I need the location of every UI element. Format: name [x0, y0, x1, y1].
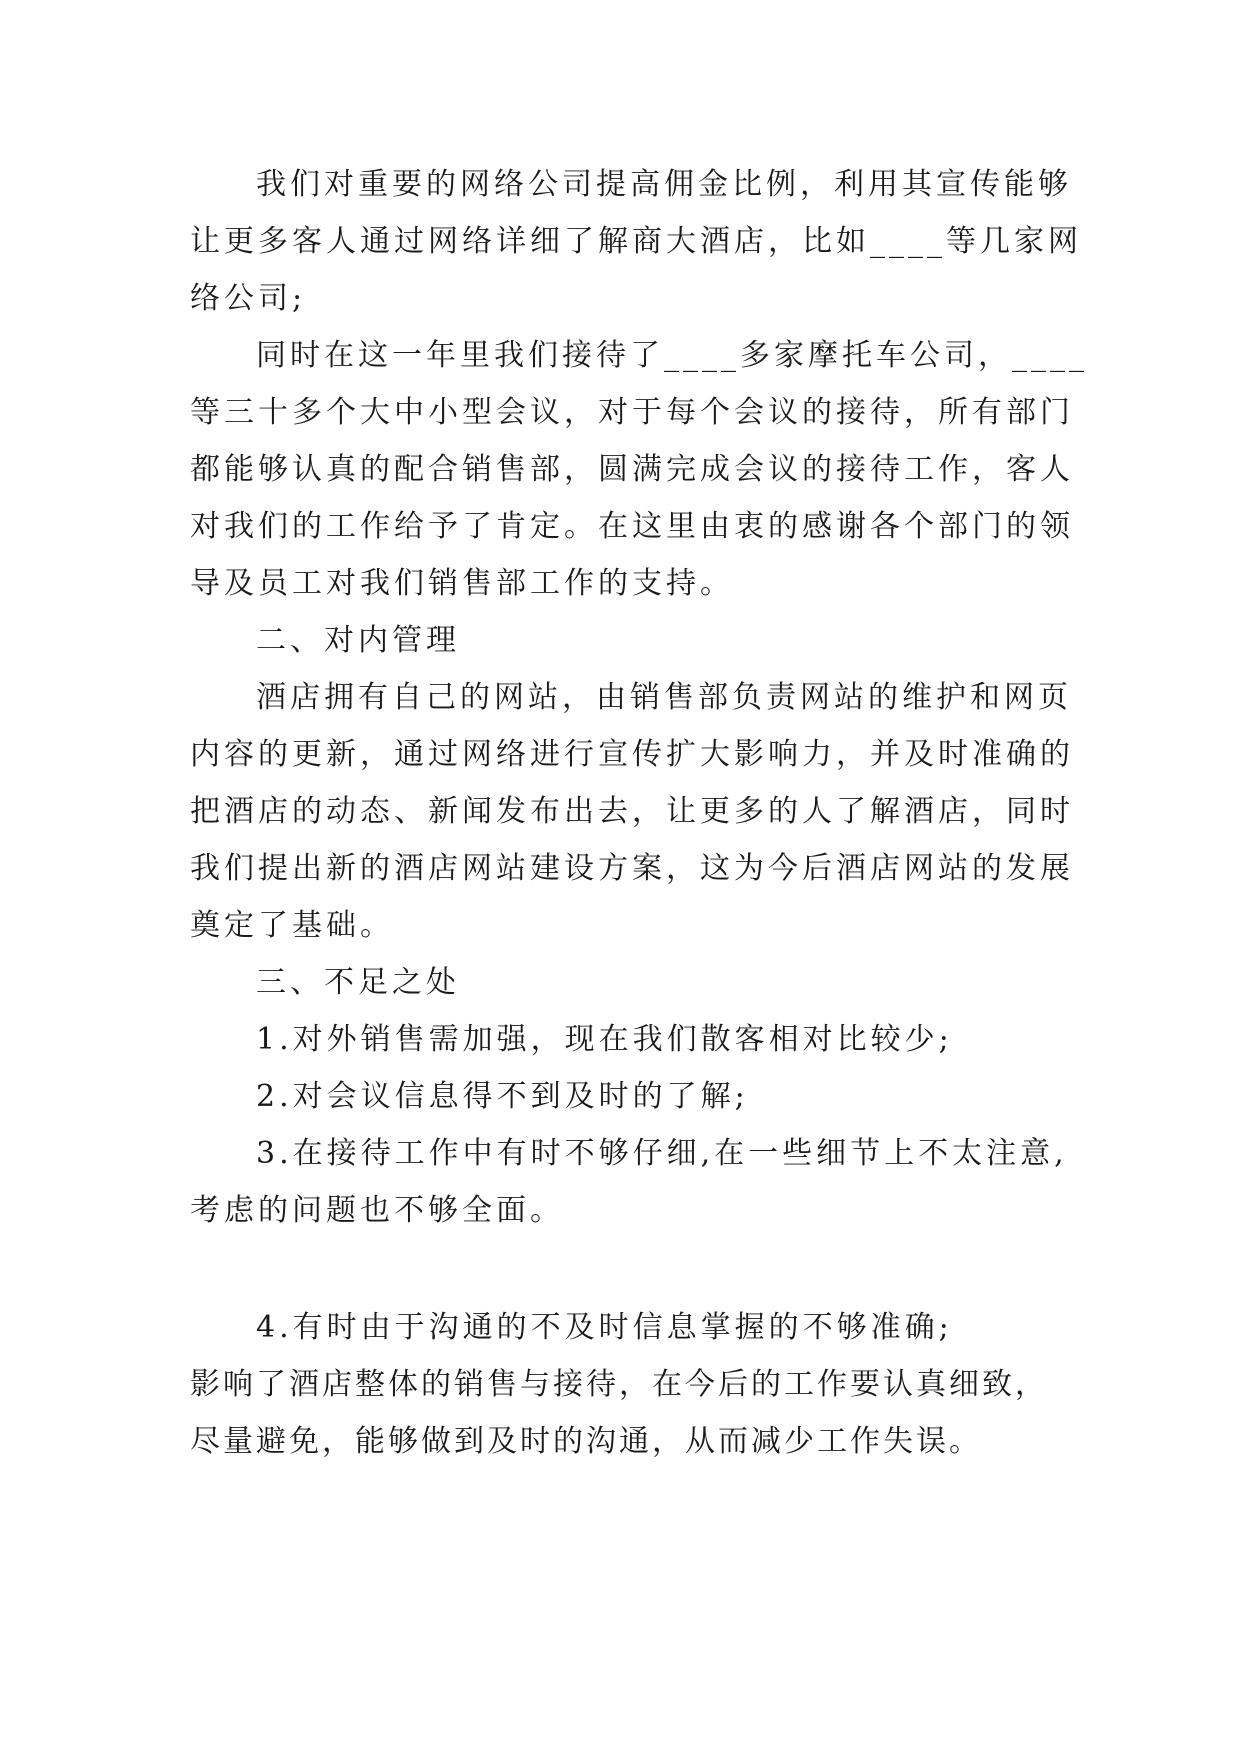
section-heading: 二、对内管理	[256, 623, 460, 658]
paragraph-line: 让更多客人通过网络详细了解商大酒店，比如____等几家网	[190, 224, 1082, 259]
paragraph-line: 奠定了基础。	[190, 908, 394, 943]
list-item: 3.在接待工作中有时不够仔细,在一些细节上不太注意,	[256, 1136, 1068, 1171]
paragraph-line: 把酒店的动态、新闻发布出去，让更多的人了解酒店，同时	[190, 794, 1074, 829]
paragraph-line: 同时在这一年里我们接待了____多家摩托车公司，____	[256, 338, 1088, 373]
paragraph-line: 酒店拥有自己的网站，由销售部负责网站的维护和网页	[256, 680, 1072, 715]
paragraph-line: 导及员工对我们销售部工作的支持。	[190, 566, 734, 601]
paragraph-line: 尽量避免，能够做到及时的沟通，从而减少工作失误。	[190, 1424, 982, 1459]
list-item-continuation: 考虑的问题也不够全面。	[190, 1193, 564, 1228]
list-item: 4.有时由于沟通的不及时信息掌握的不够准确;	[256, 1310, 953, 1345]
paragraph-line: 影响了酒店整体的销售与接待，在今后的工作要认真细致，	[190, 1367, 1048, 1402]
paragraph-line: 等三十多个大中小型会议，对于每个会议的接待，所有部门	[190, 395, 1074, 430]
paragraph-line: 我们对重要的网络公司提高佣金比例，利用其宣传能够	[256, 167, 1072, 202]
paragraph-line: 都能够认真的配合销售部，圆满完成会议的接待工作，客人	[190, 452, 1074, 487]
paragraph-line: 我们提出新的酒店网站建设方案，这为今后酒店网站的发展	[190, 851, 1074, 886]
paragraph-line: 内容的更新，通过网络进行宣传扩大影响力，并及时准确的	[190, 737, 1074, 772]
list-item: 1.对外销售需加强，现在我们散客相对比较少;	[256, 1022, 953, 1057]
section-heading: 三、不足之处	[256, 965, 460, 1000]
paragraph-line: 对我们的工作给予了肯定。在这里由衷的感谢各个部门的领	[190, 509, 1074, 544]
list-item: 2.对会议信息得不到及时的了解;	[256, 1079, 749, 1114]
paragraph-line: 络公司;	[190, 281, 307, 316]
